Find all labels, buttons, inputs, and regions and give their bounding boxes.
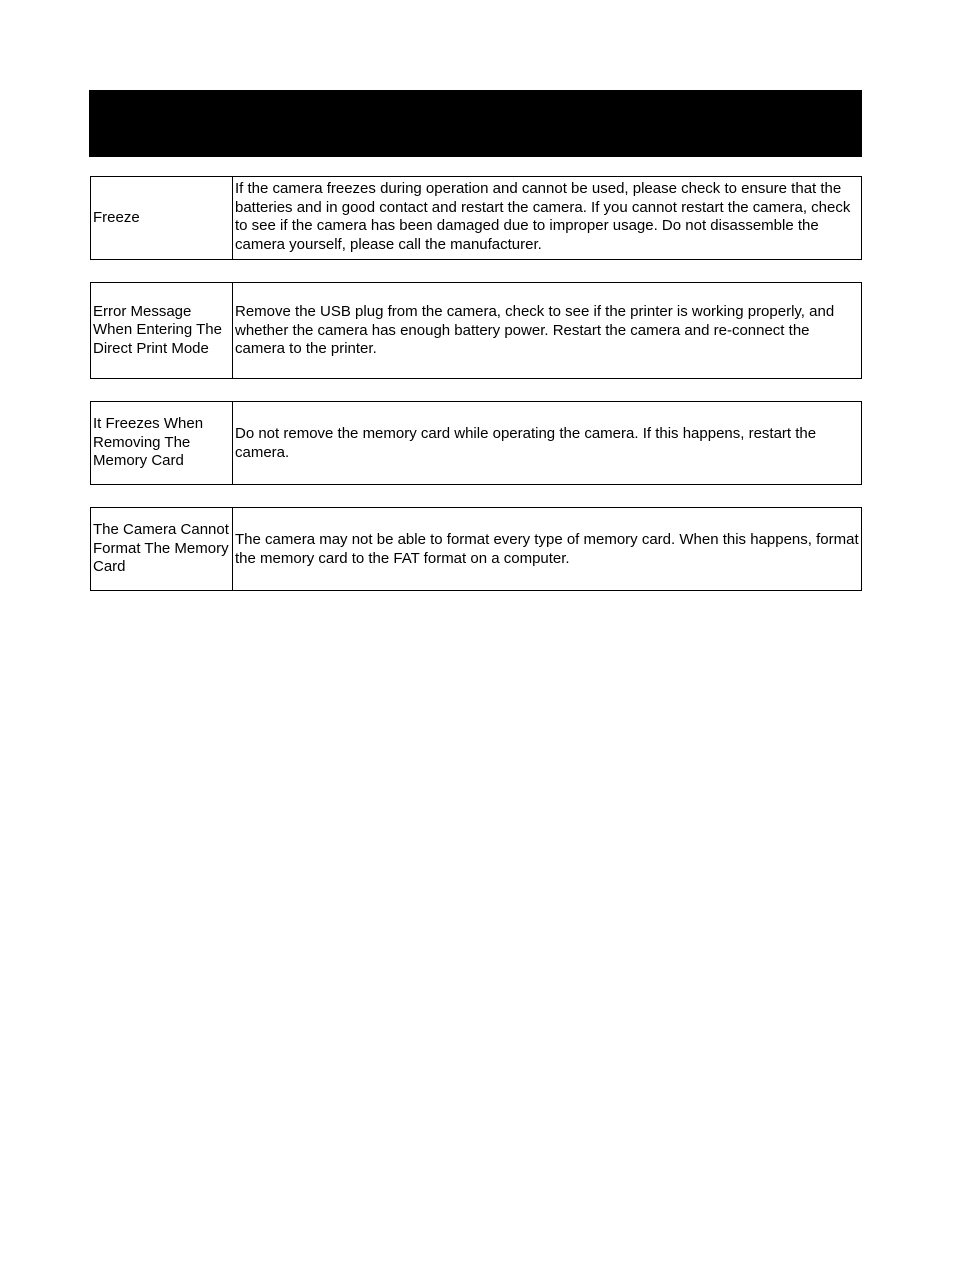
problem-cell xyxy=(91,402,233,484)
solution-cell xyxy=(233,283,861,378)
problem-label: The Camera Cannot Format The Memory Card xyxy=(93,521,229,576)
section-header-bar xyxy=(89,90,862,157)
problem-cell xyxy=(91,508,233,590)
problem-cell xyxy=(91,283,233,378)
solution-cell xyxy=(233,508,861,590)
problem-label: It Freezes When Removing The Memory Card xyxy=(93,415,204,470)
problem-cell xyxy=(91,177,233,259)
problem-label: Freeze xyxy=(93,208,140,226)
troubleshooting-entry-direct-print-error xyxy=(90,282,862,379)
problem-label: Error Message When Entering The Direct Print Mode xyxy=(93,302,222,357)
solution-text: Remove the USB plug from the camera, check to see if the printer is working properly, and whether the camera has enough battery power. Restart the camera and re-connect the camera to the printer. xyxy=(235,303,835,357)
solution-text: If the camera freezes during operation and cannot be used, please check to ensure that the batteries and in good contact and restart the camera. If you cannot restart the camera, check to see if the camera has been damaged due to improper usage. Do not disassemble the camera yourself, please call the manufacturer. xyxy=(235,180,851,253)
troubleshooting-entry-removing-card xyxy=(90,401,862,485)
solution-cell xyxy=(233,177,861,259)
solution-text: The camera may not be able to format every type of memory card. When this happens, format the memory card to the FAT format on a computer. xyxy=(235,531,859,567)
solution-text: Do not remove the memory card while operating the camera. If this happens, restart the camera. xyxy=(235,425,817,461)
troubleshooting-entry-format-card xyxy=(90,507,862,591)
solution-cell xyxy=(233,402,861,484)
troubleshooting-entry-freeze xyxy=(90,176,862,260)
